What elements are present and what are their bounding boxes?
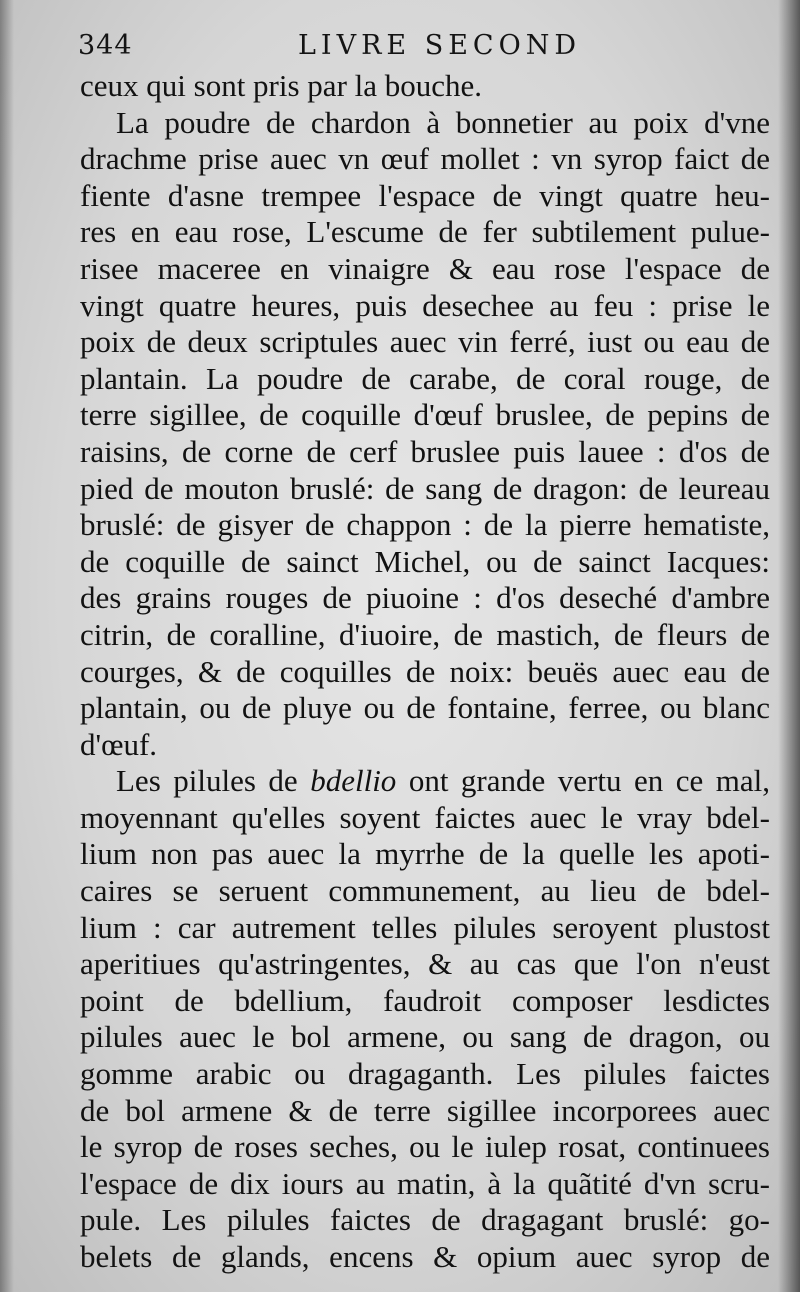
- text-line: d'œuf.: [80, 726, 158, 762]
- text-line: point de bdellium, faudroit composer lesdictes: [80, 982, 770, 1018]
- page-number: 344: [78, 30, 133, 61]
- text-line: le syrop de roses seches, ou le iulep rosat, continuees: [80, 1129, 770, 1165]
- text-line: bruslé: de gisyer de chappon : de la pierre hematiste,: [80, 507, 770, 543]
- text-line: pilules auec le bol armene, ou sang de dragon, ou: [80, 1019, 770, 1055]
- text-line: plantain. La poudre de carabe, de coral rouge, de: [80, 360, 770, 396]
- text-line: raisins, de corne de cerf bruslee puis lauee : d'os de: [80, 433, 770, 469]
- text-line: La poudre de chardon à bonnetier au poix d'vne: [116, 104, 770, 140]
- text-line: moyennant qu'elles soyent faictes auec le vray bdel-: [80, 799, 770, 835]
- text-line: terre sigillee, de coquille d'œuf bruslee, de pepins de: [80, 397, 770, 433]
- text-line: gomme arabic ou dragaganth. Les pilules faictes: [80, 1056, 770, 1092]
- text-line: de coquille de sainct Michel, ou de sainct Iacques:: [80, 543, 770, 579]
- text-line: poix de deux scriptules auec vin ferré, iust ou eau de: [80, 324, 770, 360]
- text-line: pule. Les pilules faictes de dragagant bruslé: go-: [80, 1202, 770, 1238]
- text-line: citrin, de coralline, d'iuoire, de mastich, de fleurs de: [80, 616, 770, 652]
- page-gutter-shadow: [778, 0, 800, 1292]
- text-line: courges, & de coquilles de noix: beuës auec eau de: [80, 653, 770, 689]
- page-shadow-left: [0, 0, 14, 1292]
- text-line: vingt quatre heures, puis desechee au feu : prise le: [80, 287, 770, 323]
- text-line: ceux qui sont pris par la bouche.: [80, 68, 483, 103]
- text-line: drachme prise auec vn œuf mollet : vn syrop faict de: [80, 141, 770, 177]
- text-line: aperitiues qu'astringentes, & au cas que l'on n'eust: [80, 946, 770, 982]
- text-line: risee maceree en vinaigre & eau rose l'espace de: [80, 250, 770, 286]
- body-text: [80, 68, 770, 1276]
- text-line: plantain, ou de pluye ou de fontaine, ferree, ou blanc: [80, 690, 770, 726]
- text-line: des grains rouges de piuoine : d'os deseché d'ambre: [80, 580, 770, 616]
- text-line: belets de glands, encens & opium auec syrop de: [80, 1239, 770, 1274]
- text-line: caires se seruent communement, au lieu de bdel-: [80, 873, 770, 909]
- text-line: res en eau rose, L'escume de fer subtilement pulue-: [80, 214, 770, 250]
- running-head: [78, 30, 768, 70]
- text-line: l'espace de dix iours au matin, à la quãtité d'vn scru-: [80, 1165, 770, 1201]
- running-title: LIVRE SECOND: [298, 30, 581, 61]
- text-line: fiente d'asne trempee l'espace de vingt quatre heu-: [80, 177, 770, 213]
- text-line: Les pilules de bdellio ont grande vertu en ce mal,: [116, 763, 770, 799]
- text-line: de bol armene & de terre sigillee incorporees auec: [80, 1092, 770, 1128]
- italic-word: bdellio: [310, 763, 397, 799]
- text-line: lium non pas auec la myrrhe de la quelle les apoti-: [80, 836, 770, 872]
- text-line: pied de mouton bruslé: de sang de dragon: de leureau: [80, 470, 770, 506]
- text-line: lium : car autrement telles pilules seroyent plustost: [80, 909, 770, 945]
